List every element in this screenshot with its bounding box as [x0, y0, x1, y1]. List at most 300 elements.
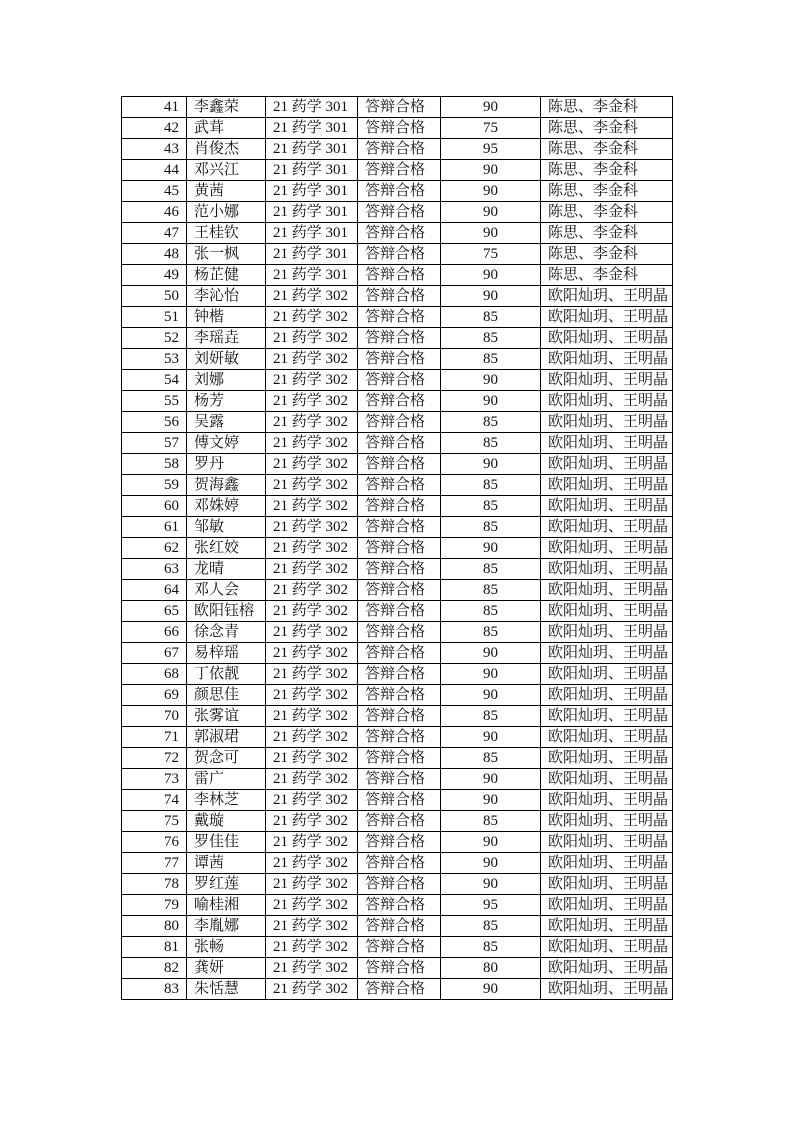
defense-result-cell: 答辩合格 — [358, 517, 441, 538]
score-cell: 90 — [441, 160, 541, 181]
row-number-cell: 59 — [122, 475, 187, 496]
table-row — [122, 433, 673, 454]
score-cell: 85 — [441, 706, 541, 727]
score-cell: 85 — [441, 307, 541, 328]
table-row — [122, 454, 673, 475]
table-row — [122, 265, 673, 286]
table-row — [122, 706, 673, 727]
student-name-cell: 邓兴江 — [187, 160, 266, 181]
defense-result-cell: 答辩合格 — [358, 958, 441, 979]
advisors-cell: 欧阳灿玥、王明晶 — [541, 769, 673, 790]
score-cell: 85 — [441, 937, 541, 958]
advisors-cell: 欧阳灿玥、王明晶 — [541, 727, 673, 748]
student-name-cell: 龙晴 — [187, 559, 266, 580]
advisors-cell: 欧阳灿玥、王明晶 — [541, 958, 673, 979]
defense-result-cell: 答辩合格 — [358, 748, 441, 769]
student-name-cell: 武茸 — [187, 118, 266, 139]
class-name-cell: 21 药学 302 — [266, 979, 358, 1000]
advisors-cell: 欧阳灿玥、王明晶 — [541, 811, 673, 832]
table-row — [122, 832, 673, 853]
student-name-cell: 李林芝 — [187, 790, 266, 811]
table-row — [122, 538, 673, 559]
score-cell: 85 — [441, 916, 541, 937]
advisors-cell: 陈思、李金科 — [541, 118, 673, 139]
student-name-cell: 杨芷健 — [187, 265, 266, 286]
defense-result-cell: 答辩合格 — [358, 727, 441, 748]
row-number-cell: 75 — [122, 811, 187, 832]
table-row — [122, 349, 673, 370]
defense-result-cell: 答辩合格 — [358, 160, 441, 181]
table-row — [122, 769, 673, 790]
defense-result-cell: 答辩合格 — [358, 223, 441, 244]
advisors-cell: 陈思、李金科 — [541, 160, 673, 181]
student-name-cell: 易梓瑶 — [187, 643, 266, 664]
advisors-cell: 欧阳灿玥、王明晶 — [541, 559, 673, 580]
student-name-cell: 龚妍 — [187, 958, 266, 979]
table-row — [122, 118, 673, 139]
score-cell: 90 — [441, 97, 541, 118]
class-name-cell: 21 药学 302 — [266, 517, 358, 538]
table-row — [122, 916, 673, 937]
defense-result-cell: 答辩合格 — [358, 538, 441, 559]
advisors-cell: 欧阳灿玥、王明晶 — [541, 685, 673, 706]
row-number-cell: 71 — [122, 727, 187, 748]
defense-result-cell: 答辩合格 — [358, 685, 441, 706]
defense-result-cell: 答辩合格 — [358, 265, 441, 286]
row-number-cell: 82 — [122, 958, 187, 979]
class-name-cell: 21 药学 302 — [266, 433, 358, 454]
class-name-cell: 21 药学 302 — [266, 937, 358, 958]
table-row — [122, 874, 673, 895]
defense-result-cell: 答辩合格 — [358, 391, 441, 412]
defense-result-cell: 答辩合格 — [358, 97, 441, 118]
defense-result-cell: 答辩合格 — [358, 916, 441, 937]
advisors-cell: 欧阳灿玥、王明晶 — [541, 622, 673, 643]
row-number-cell: 72 — [122, 748, 187, 769]
score-cell: 80 — [441, 958, 541, 979]
advisors-cell: 欧阳灿玥、王明晶 — [541, 349, 673, 370]
student-name-cell: 张红姣 — [187, 538, 266, 559]
defense-result-cell: 答辩合格 — [358, 622, 441, 643]
row-number-cell: 52 — [122, 328, 187, 349]
score-cell: 90 — [441, 664, 541, 685]
table-row — [122, 601, 673, 622]
student-name-cell: 王桂钦 — [187, 223, 266, 244]
score-cell: 85 — [441, 601, 541, 622]
advisors-cell: 欧阳灿玥、王明晶 — [541, 790, 673, 811]
defense-result-cell: 答辩合格 — [358, 181, 441, 202]
class-name-cell: 21 药学 301 — [266, 202, 358, 223]
class-name-cell: 21 药学 302 — [266, 832, 358, 853]
advisors-cell: 欧阳灿玥、王明晶 — [541, 916, 673, 937]
class-name-cell: 21 药学 302 — [266, 706, 358, 727]
advisors-cell: 欧阳灿玥、王明晶 — [541, 286, 673, 307]
advisors-cell: 欧阳灿玥、王明晶 — [541, 517, 673, 538]
class-name-cell: 21 药学 302 — [266, 727, 358, 748]
advisors-cell: 欧阳灿玥、王明晶 — [541, 433, 673, 454]
class-name-cell: 21 药学 301 — [266, 118, 358, 139]
student-name-cell: 邹敏 — [187, 517, 266, 538]
advisors-cell: 欧阳灿玥、王明晶 — [541, 874, 673, 895]
score-cell: 75 — [441, 118, 541, 139]
row-number-cell: 57 — [122, 433, 187, 454]
score-cell: 85 — [441, 580, 541, 601]
row-number-cell: 78 — [122, 874, 187, 895]
student-name-cell: 戴璇 — [187, 811, 266, 832]
defense-result-cell: 答辩合格 — [358, 307, 441, 328]
defense-result-cell: 答辩合格 — [358, 643, 441, 664]
score-cell: 90 — [441, 265, 541, 286]
class-name-cell: 21 药学 302 — [266, 538, 358, 559]
student-name-cell: 范小娜 — [187, 202, 266, 223]
student-name-cell: 李胤娜 — [187, 916, 266, 937]
score-cell: 90 — [441, 454, 541, 475]
advisors-cell: 陈思、李金科 — [541, 244, 673, 265]
defense-result-cell: 答辩合格 — [358, 601, 441, 622]
row-number-cell: 63 — [122, 559, 187, 580]
student-name-cell: 贺海鑫 — [187, 475, 266, 496]
row-number-cell: 48 — [122, 244, 187, 265]
row-number-cell: 70 — [122, 706, 187, 727]
class-name-cell: 21 药学 301 — [266, 244, 358, 265]
row-number-cell: 79 — [122, 895, 187, 916]
defense-result-cell: 答辩合格 — [358, 496, 441, 517]
student-name-cell: 吴露 — [187, 412, 266, 433]
score-cell: 85 — [441, 496, 541, 517]
row-number-cell: 54 — [122, 370, 187, 391]
class-name-cell: 21 药学 302 — [266, 916, 358, 937]
student-name-cell: 雷广 — [187, 769, 266, 790]
table-row — [122, 664, 673, 685]
advisors-cell: 欧阳灿玥、王明晶 — [541, 643, 673, 664]
student-name-cell: 欧阳钰榕 — [187, 601, 266, 622]
row-number-cell: 83 — [122, 979, 187, 1000]
class-name-cell: 21 药学 302 — [266, 748, 358, 769]
defense-result-cell: 答辩合格 — [358, 664, 441, 685]
student-name-cell: 谭茜 — [187, 853, 266, 874]
student-name-cell: 钟楷 — [187, 307, 266, 328]
row-number-cell: 58 — [122, 454, 187, 475]
table-row — [122, 181, 673, 202]
score-cell: 90 — [441, 223, 541, 244]
class-name-cell: 21 药学 301 — [266, 97, 358, 118]
table-row — [122, 685, 673, 706]
score-cell: 85 — [441, 622, 541, 643]
student-name-cell: 徐念青 — [187, 622, 266, 643]
defense-result-cell: 答辩合格 — [358, 370, 441, 391]
advisors-cell: 欧阳灿玥、王明晶 — [541, 853, 673, 874]
class-name-cell: 21 药学 302 — [266, 664, 358, 685]
row-number-cell: 43 — [122, 139, 187, 160]
table-row — [122, 160, 673, 181]
advisors-cell: 欧阳灿玥、王明晶 — [541, 937, 673, 958]
score-cell: 90 — [441, 979, 541, 1000]
table-row — [122, 643, 673, 664]
student-name-cell: 刘娜 — [187, 370, 266, 391]
class-name-cell: 21 药学 302 — [266, 559, 358, 580]
defense-result-cell: 答辩合格 — [358, 475, 441, 496]
class-name-cell: 21 药学 302 — [266, 769, 358, 790]
score-cell: 75 — [441, 244, 541, 265]
defense-result-cell: 答辩合格 — [358, 895, 441, 916]
student-name-cell: 傅文婷 — [187, 433, 266, 454]
row-number-cell: 74 — [122, 790, 187, 811]
class-name-cell: 21 药学 302 — [266, 475, 358, 496]
defense-result-cell: 答辩合格 — [358, 349, 441, 370]
student-name-cell: 罗红莲 — [187, 874, 266, 895]
score-cell: 85 — [441, 517, 541, 538]
advisors-cell: 欧阳灿玥、王明晶 — [541, 307, 673, 328]
table-row — [122, 895, 673, 916]
class-name-cell: 21 药学 302 — [266, 874, 358, 895]
row-number-cell: 56 — [122, 412, 187, 433]
row-number-cell: 44 — [122, 160, 187, 181]
score-cell: 85 — [441, 559, 541, 580]
advisors-cell: 陈思、李金科 — [541, 223, 673, 244]
score-cell: 85 — [441, 475, 541, 496]
defense-result-cell: 答辩合格 — [358, 139, 441, 160]
table-row — [122, 559, 673, 580]
class-name-cell: 21 药学 302 — [266, 286, 358, 307]
advisors-cell: 欧阳灿玥、王明晶 — [541, 664, 673, 685]
table-row — [122, 937, 673, 958]
advisors-cell: 欧阳灿玥、王明晶 — [541, 412, 673, 433]
table-body — [122, 97, 673, 1000]
table-row — [122, 517, 673, 538]
table-row — [122, 811, 673, 832]
table-row — [122, 727, 673, 748]
advisors-cell: 欧阳灿玥、王明晶 — [541, 454, 673, 475]
score-cell: 90 — [441, 202, 541, 223]
class-name-cell: 21 药学 301 — [266, 139, 358, 160]
row-number-cell: 81 — [122, 937, 187, 958]
score-cell: 90 — [441, 643, 541, 664]
class-name-cell: 21 药学 302 — [266, 622, 358, 643]
advisors-cell: 欧阳灿玥、王明晶 — [541, 706, 673, 727]
table-row — [122, 496, 673, 517]
defense-result-cell: 答辩合格 — [358, 454, 441, 475]
score-cell: 90 — [441, 370, 541, 391]
class-name-cell: 21 药学 302 — [266, 412, 358, 433]
row-number-cell: 45 — [122, 181, 187, 202]
defense-result-cell: 答辩合格 — [358, 832, 441, 853]
row-number-cell: 46 — [122, 202, 187, 223]
student-name-cell: 张雾谊 — [187, 706, 266, 727]
table-row — [122, 139, 673, 160]
advisors-cell: 欧阳灿玥、王明晶 — [541, 328, 673, 349]
student-name-cell: 黄茜 — [187, 181, 266, 202]
row-number-cell: 49 — [122, 265, 187, 286]
table-row — [122, 622, 673, 643]
class-name-cell: 21 药学 301 — [266, 265, 358, 286]
defense-result-cell: 答辩合格 — [358, 811, 441, 832]
row-number-cell: 67 — [122, 643, 187, 664]
advisors-cell: 欧阳灿玥、王明晶 — [541, 475, 673, 496]
row-number-cell: 65 — [122, 601, 187, 622]
student-name-cell: 罗丹 — [187, 454, 266, 475]
row-number-cell: 47 — [122, 223, 187, 244]
student-name-cell: 丁依靓 — [187, 664, 266, 685]
score-cell: 90 — [441, 874, 541, 895]
advisors-cell: 陈思、李金科 — [541, 181, 673, 202]
advisors-cell: 陈思、李金科 — [541, 265, 673, 286]
advisors-cell: 陈思、李金科 — [541, 97, 673, 118]
row-number-cell: 76 — [122, 832, 187, 853]
class-name-cell: 21 药学 302 — [266, 958, 358, 979]
class-name-cell: 21 药学 302 — [266, 685, 358, 706]
score-cell: 85 — [441, 349, 541, 370]
score-cell: 90 — [441, 685, 541, 706]
student-name-cell: 朱恬慧 — [187, 979, 266, 1000]
student-name-cell: 贺念可 — [187, 748, 266, 769]
score-cell: 85 — [441, 811, 541, 832]
row-number-cell: 69 — [122, 685, 187, 706]
table-row — [122, 286, 673, 307]
score-cell: 90 — [441, 832, 541, 853]
class-name-cell: 21 药学 302 — [266, 643, 358, 664]
table-row — [122, 958, 673, 979]
class-name-cell: 21 药学 302 — [266, 496, 358, 517]
class-name-cell: 21 药学 301 — [266, 181, 358, 202]
advisors-cell: 欧阳灿玥、王明晶 — [541, 370, 673, 391]
student-name-cell: 肖俊杰 — [187, 139, 266, 160]
class-name-cell: 21 药学 302 — [266, 601, 358, 622]
defense-result-cell: 答辩合格 — [358, 433, 441, 454]
class-name-cell: 21 药学 302 — [266, 790, 358, 811]
class-name-cell: 21 药学 302 — [266, 580, 358, 601]
row-number-cell: 61 — [122, 517, 187, 538]
row-number-cell: 41 — [122, 97, 187, 118]
table-row — [122, 328, 673, 349]
class-name-cell: 21 药学 302 — [266, 853, 358, 874]
table-row — [122, 307, 673, 328]
class-name-cell: 21 药学 302 — [266, 370, 358, 391]
score-cell: 90 — [441, 181, 541, 202]
table-row — [122, 202, 673, 223]
row-number-cell: 50 — [122, 286, 187, 307]
class-name-cell: 21 药学 302 — [266, 895, 358, 916]
advisors-cell: 欧阳灿玥、王明晶 — [541, 580, 673, 601]
defense-result-cell: 答辩合格 — [358, 244, 441, 265]
student-name-cell: 杨芳 — [187, 391, 266, 412]
class-name-cell: 21 药学 301 — [266, 223, 358, 244]
advisors-cell: 欧阳灿玥、王明晶 — [541, 895, 673, 916]
defense-result-cell: 答辩合格 — [358, 412, 441, 433]
class-name-cell: 21 药学 302 — [266, 328, 358, 349]
score-cell: 85 — [441, 412, 541, 433]
student-name-cell: 郭淑珺 — [187, 727, 266, 748]
defense-result-cell: 答辩合格 — [358, 580, 441, 601]
score-cell: 85 — [441, 748, 541, 769]
advisors-cell: 欧阳灿玥、王明晶 — [541, 748, 673, 769]
student-name-cell: 李沁怡 — [187, 286, 266, 307]
student-name-cell: 李鑫荣 — [187, 97, 266, 118]
row-number-cell: 53 — [122, 349, 187, 370]
table-row — [122, 412, 673, 433]
score-cell: 90 — [441, 769, 541, 790]
table-row — [122, 979, 673, 1000]
defense-result-cell: 答辩合格 — [358, 559, 441, 580]
student-name-cell: 颜思佳 — [187, 685, 266, 706]
defense-result-cell: 答辩合格 — [358, 286, 441, 307]
student-name-cell: 刘妍敏 — [187, 349, 266, 370]
row-number-cell: 64 — [122, 580, 187, 601]
advisors-cell: 欧阳灿玥、王明晶 — [541, 832, 673, 853]
table-row — [122, 475, 673, 496]
advisors-cell: 陈思、李金科 — [541, 202, 673, 223]
advisors-cell: 陈思、李金科 — [541, 139, 673, 160]
table-row — [122, 391, 673, 412]
class-name-cell: 21 药学 301 — [266, 160, 358, 181]
advisors-cell: 欧阳灿玥、王明晶 — [541, 496, 673, 517]
student-name-cell: 邓姝婷 — [187, 496, 266, 517]
row-number-cell: 66 — [122, 622, 187, 643]
row-number-cell: 60 — [122, 496, 187, 517]
class-name-cell: 21 药学 302 — [266, 811, 358, 832]
table-row — [122, 370, 673, 391]
defense-result-cell: 答辩合格 — [358, 202, 441, 223]
student-name-cell: 张一枫 — [187, 244, 266, 265]
student-name-cell: 罗佳佳 — [187, 832, 266, 853]
row-number-cell: 77 — [122, 853, 187, 874]
score-cell: 90 — [441, 391, 541, 412]
advisors-cell: 欧阳灿玥、王明晶 — [541, 979, 673, 1000]
table-row — [122, 97, 673, 118]
defense-result-cell: 答辩合格 — [358, 790, 441, 811]
table-row — [122, 223, 673, 244]
student-name-cell: 邓人会 — [187, 580, 266, 601]
defense-result-cell: 答辩合格 — [358, 979, 441, 1000]
row-number-cell: 51 — [122, 307, 187, 328]
score-cell: 85 — [441, 433, 541, 454]
defense-result-cell: 答辩合格 — [358, 118, 441, 139]
score-cell: 95 — [441, 139, 541, 160]
score-cell: 90 — [441, 727, 541, 748]
table-row — [122, 790, 673, 811]
advisors-cell: 欧阳灿玥、王明晶 — [541, 601, 673, 622]
row-number-cell: 55 — [122, 391, 187, 412]
class-name-cell: 21 药学 302 — [266, 307, 358, 328]
table-row — [122, 748, 673, 769]
defense-result-cell: 答辩合格 — [358, 328, 441, 349]
score-cell: 90 — [441, 853, 541, 874]
row-number-cell: 80 — [122, 916, 187, 937]
score-cell: 90 — [441, 538, 541, 559]
defense-result-cell: 答辩合格 — [358, 874, 441, 895]
row-number-cell: 42 — [122, 118, 187, 139]
score-cell: 95 — [441, 895, 541, 916]
table-row — [122, 580, 673, 601]
score-cell: 90 — [441, 286, 541, 307]
student-name-cell: 张畅 — [187, 937, 266, 958]
defense-result-cell: 答辩合格 — [358, 853, 441, 874]
table-row — [122, 853, 673, 874]
row-number-cell: 62 — [122, 538, 187, 559]
score-cell: 85 — [441, 328, 541, 349]
class-name-cell: 21 药学 302 — [266, 349, 358, 370]
student-name-cell: 李瑶垚 — [187, 328, 266, 349]
advisors-cell: 欧阳灿玥、王明晶 — [541, 391, 673, 412]
defense-results-table — [121, 96, 673, 1000]
advisors-cell: 欧阳灿玥、王明晶 — [541, 538, 673, 559]
defense-result-cell: 答辩合格 — [358, 706, 441, 727]
class-name-cell: 21 药学 302 — [266, 391, 358, 412]
defense-result-cell: 答辩合格 — [358, 769, 441, 790]
row-number-cell: 68 — [122, 664, 187, 685]
class-name-cell: 21 药学 302 — [266, 454, 358, 475]
table-row — [122, 244, 673, 265]
score-cell: 90 — [441, 790, 541, 811]
